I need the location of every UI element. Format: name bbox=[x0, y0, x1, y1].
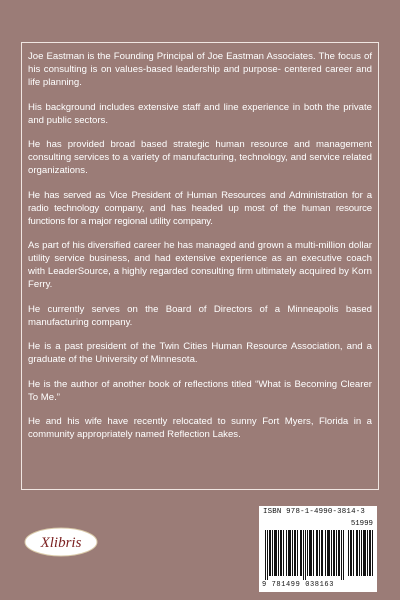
bio-paragraph-6: He currently serves on the Board of Directors of a Minneapolis based manufacturing company. bbox=[28, 303, 372, 328]
price-bars bbox=[348, 530, 373, 576]
isbn-label: ISBN 978-1-4990-3814-3 bbox=[263, 508, 365, 516]
bio-paragraph-5: As part of his diversified career he has managed and grown a multi-million dollar utility service business, and had extensive experience as an executive coach with LeaderSource, a highly regarded consulting firm ultimately acquired by Korn Ferry. bbox=[28, 240, 372, 290]
isbn-bars bbox=[265, 530, 345, 580]
bio-paragraph-4: He has served as Vice President of Human Resources and Administration for a radio technology company, and has headed up most of the human resource functions for a major regional utility company. bbox=[28, 189, 372, 227]
xlibris-logo bbox=[24, 527, 98, 557]
isbn-barcode bbox=[259, 506, 377, 592]
price-code: 51999 bbox=[350, 520, 373, 528]
author-bio bbox=[28, 50, 372, 441]
bio-paragraph-7: He is a past president of the Twin Cities Human Resource Association, and a graduate of the University of Minnesota. bbox=[28, 341, 372, 365]
bio-paragraph-2: His background includes extensive staff and line experience in both the private and public sectors. bbox=[28, 101, 372, 126]
bio-paragraph-3: He has provided broad based strategic human resource and management consulting services to a variety of manufacturing, technology, and service related organizations. bbox=[28, 139, 372, 176]
isbn-digits: 9 781499 038163 bbox=[262, 581, 335, 589]
xlibris-logo-text: Xlibris bbox=[40, 535, 82, 551]
bio-paragraph-8: He is the author of another book of reflections titled “What is Becoming Clearer To Me.” bbox=[28, 378, 372, 403]
bio-paragraph-1: Joe Eastman is the Founding Principal of Joe Eastman Associates. The focus of his consulting is on values-based leadership and purpose- centered career and life planning. bbox=[28, 51, 372, 88]
bio-paragraph-9: He and his wife have recently relocated to sunny Fort Myers, Florida in a community appropriately named Reflection Lakes. bbox=[28, 416, 372, 440]
